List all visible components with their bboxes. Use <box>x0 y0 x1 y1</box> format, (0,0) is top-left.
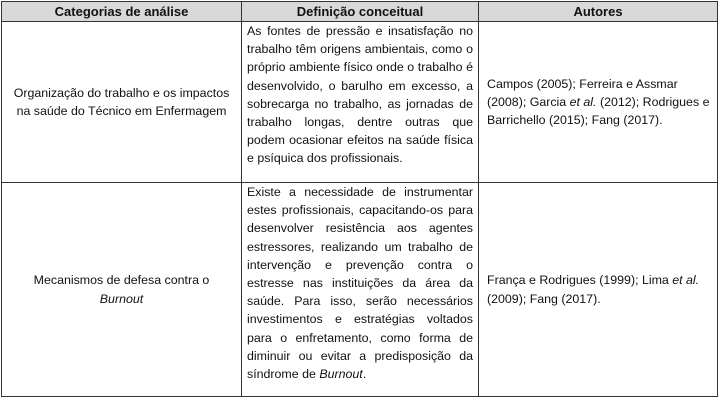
category-cell: Organização do trabalho e os impactos na saúde do Técnico em Enfermagem <box>2 22 242 183</box>
authors-cell <box>479 22 718 183</box>
authors-text-end: (2012); Rodrigues e Barrichello (2015); Fang (2017). <box>487 94 710 128</box>
category-text: Mecanismos de defesa contra o <box>33 273 210 288</box>
category-cell <box>2 183 242 397</box>
header-definition: Definição conceitual <box>242 2 479 22</box>
definition-text: Existe a necessidade de instrumentar estes profissionais, capacitando-os para desenvolver resistência aos agentes estressores, realizando um trabalho de intervenção e prevenção contra o estresse nas instituições da área da saúde. Para isso, serão necessários investimentos e estratégias voltados para o enfretamento, como forma de diminuir ou evitar a predisposição da síndrome de <box>247 185 473 382</box>
definition-cell: As fontes de pressão e insatisfação no trabalho têm origens ambientais, como o próprio ambiente físico onde o trabalho é desenvolvido, o barulho em excesso, a sobrecarga no trabalho, as jornadas de trabalho longas, dentre outras que podem ocasionar efeitos na saúde física e psíquica dos profissionais. <box>242 22 479 183</box>
header-categories: Categorias de análise <box>2 2 242 22</box>
category-term: Burnout <box>99 291 144 306</box>
authors-et-al: et al. <box>569 94 597 109</box>
analysis-table <box>1 1 718 397</box>
authors-text: França e Rodrigues (1999); Lima <box>487 273 673 288</box>
definition-cell <box>242 183 479 397</box>
table-row <box>2 183 718 397</box>
header-authors: Autores <box>479 2 718 22</box>
definition-term: Burnout <box>319 367 363 382</box>
definition-end: . <box>362 367 367 382</box>
authors-text: Campos (2005); Ferreira e Assmar (2008); Garcia <box>487 76 678 109</box>
table-row <box>2 22 718 183</box>
authors-cell <box>479 183 718 397</box>
header-row <box>2 2 718 22</box>
authors-et-al: et al. <box>672 273 700 288</box>
authors-text-end: (2009); Fang (2017). <box>487 291 601 306</box>
